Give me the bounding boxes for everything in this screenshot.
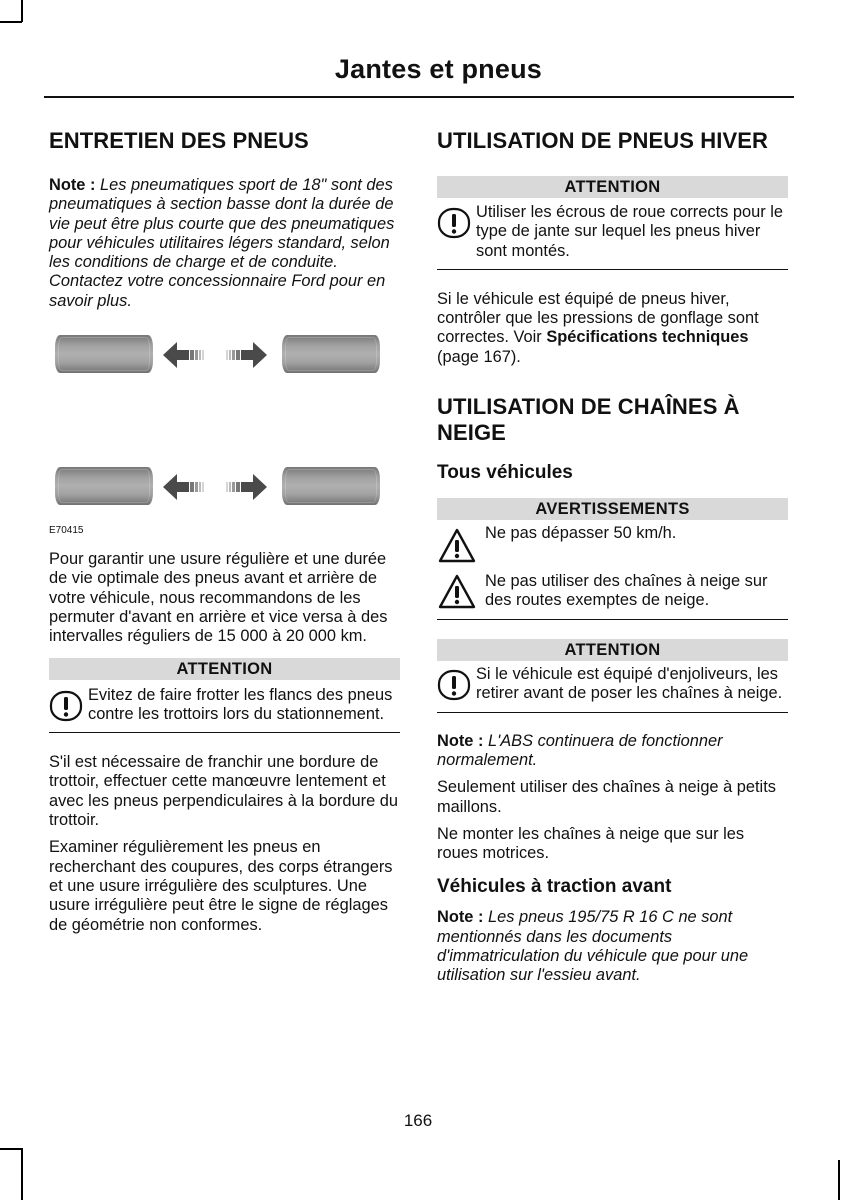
page-reference: (page 167).	[437, 347, 521, 366]
attention-text: Utiliser les écrous de roue corrects pour le type de jante sur lequel les pneus hiver sont montés.	[476, 203, 783, 260]
warnings-bar: AVERTISSEMENTS	[437, 498, 788, 520]
section-heading-winter-tyres: UTILISATION DE PNEUS HIVER	[437, 128, 768, 153]
attention-item	[49, 686, 400, 725]
note-label: Note :	[49, 176, 96, 194]
divider	[437, 619, 788, 620]
divider	[437, 269, 788, 270]
attention-text: Si le véhicule est équipé d'enjoliveurs, les retirer avant de poser les chaînes à neige.	[476, 665, 783, 703]
tyre-rotation-arrows-icon	[163, 341, 267, 369]
paragraph-winter-pressure	[437, 290, 788, 367]
warning-triangle-icon	[437, 527, 477, 565]
paragraph-kerb: S'il est nécessaire de franchir une bordure de trottoir, effectuer cette manœuvre lentement et avec les pneus perpendiculaires à la bordure du trottoir.	[49, 753, 398, 830]
paragraph-rotation: Pour garantir une usure régulière et une durée de vie optimale des pneus avant et arrière de votre véhicule, nous recommandons de les permuter d'avant en arrière et vice versa à des intervalles réguliers de 15 000 à 20 000 km.	[49, 550, 388, 646]
attention-text: Evitez de faire frotter les flancs des pneus contre les trottoirs lors du stationnement.	[88, 685, 393, 723]
note-label: Note :	[437, 731, 484, 750]
note-sport-tyres	[49, 176, 400, 311]
warning-item	[437, 572, 788, 611]
right-column	[437, 128, 788, 986]
tyre-rear-left	[55, 467, 153, 505]
paragraph-driving-wheels: Ne monter les chaînes à neige que sur les roues motrices.	[437, 824, 745, 863]
warning-text: Ne pas dépasser 50 km/h.	[485, 524, 677, 543]
attention-item	[437, 665, 788, 704]
figure-code: E70415	[49, 525, 84, 537]
caution-exclamation-icon	[437, 668, 471, 702]
left-column	[49, 128, 400, 935]
tyre-front-left	[55, 335, 153, 373]
note-label: Note :	[437, 908, 484, 927]
section-heading-snow-chains: UTILISATION DE CHAÎNES À NEIGE	[437, 394, 740, 446]
tyre-rear-right	[282, 467, 380, 505]
attention-item	[437, 203, 788, 261]
paragraph-inspect: Examiner régulièrement les pneus en recherchant des coupures, des corps étrangers et une usure irrégulière des sculptures. Une usure irrégulière peut être le signe de réglages de géométrie non conformes.	[49, 838, 393, 934]
divider	[437, 712, 788, 713]
warning-item	[437, 524, 788, 565]
caution-exclamation-icon	[49, 689, 83, 723]
subheading-front-wheel-drive: Véhicules à traction avant	[437, 876, 672, 898]
note-tyre-size	[437, 908, 788, 985]
tyre-rotation-figure	[49, 333, 400, 525]
paragraph-small-links: Seulement utiliser des chaînes à neige à petits maillons.	[437, 778, 776, 816]
divider	[49, 732, 400, 733]
attention-bar: ATTENTION	[49, 658, 400, 680]
attention-bar: ATTENTION	[437, 639, 788, 661]
crop-mark	[838, 1160, 840, 1200]
tyre-front-right	[282, 335, 380, 373]
page-header	[44, 52, 794, 98]
attention-bar: ATTENTION	[437, 176, 788, 198]
section-heading-tyre-maintenance: ENTRETIEN DES PNEUS	[49, 128, 309, 153]
page-title: Jantes et pneus	[334, 54, 542, 84]
caution-exclamation-icon	[437, 206, 471, 240]
paragraph-text: Si le véhicule est équipé de pneus hiver, contrôler que les pressions de gonflage sont correctes. Voir	[437, 289, 759, 347]
note-text: Les pneus 195/75 R 16 C ne sont mentionnés dans les documents d'immatriculation du véhicule que pour une utilisation sur l'essieu avant.	[437, 908, 749, 985]
crop-mark	[21, 1148, 23, 1200]
note-text: L'ABS continuera de fonctionner normalement.	[437, 731, 723, 769]
note-abs	[437, 732, 788, 771]
note-text: Les pneumatiques sport de 18" sont des pneumatiques à section basse dont la durée de vie peut être plus courte que des pneumatiques pour véhicules utilitaires légers standard, selon les conditions de charge et de conduite. Contactez votre concessionnaire Ford pour en savoir plus.	[49, 176, 395, 310]
warning-text: Ne pas utiliser des chaînes à neige sur des routes exemptes de neige.	[485, 572, 768, 610]
crop-mark	[0, 1148, 22, 1150]
warning-triangle-icon	[437, 573, 477, 611]
crop-mark	[21, 0, 23, 22]
subheading-all-vehicles: Tous véhicules	[437, 462, 573, 484]
tyre-rotation-arrows-icon	[163, 473, 267, 501]
page-number: 166	[403, 1111, 433, 1130]
crop-mark	[0, 21, 22, 23]
link-specifications[interactable]: Spécifications techniques	[546, 328, 749, 347]
